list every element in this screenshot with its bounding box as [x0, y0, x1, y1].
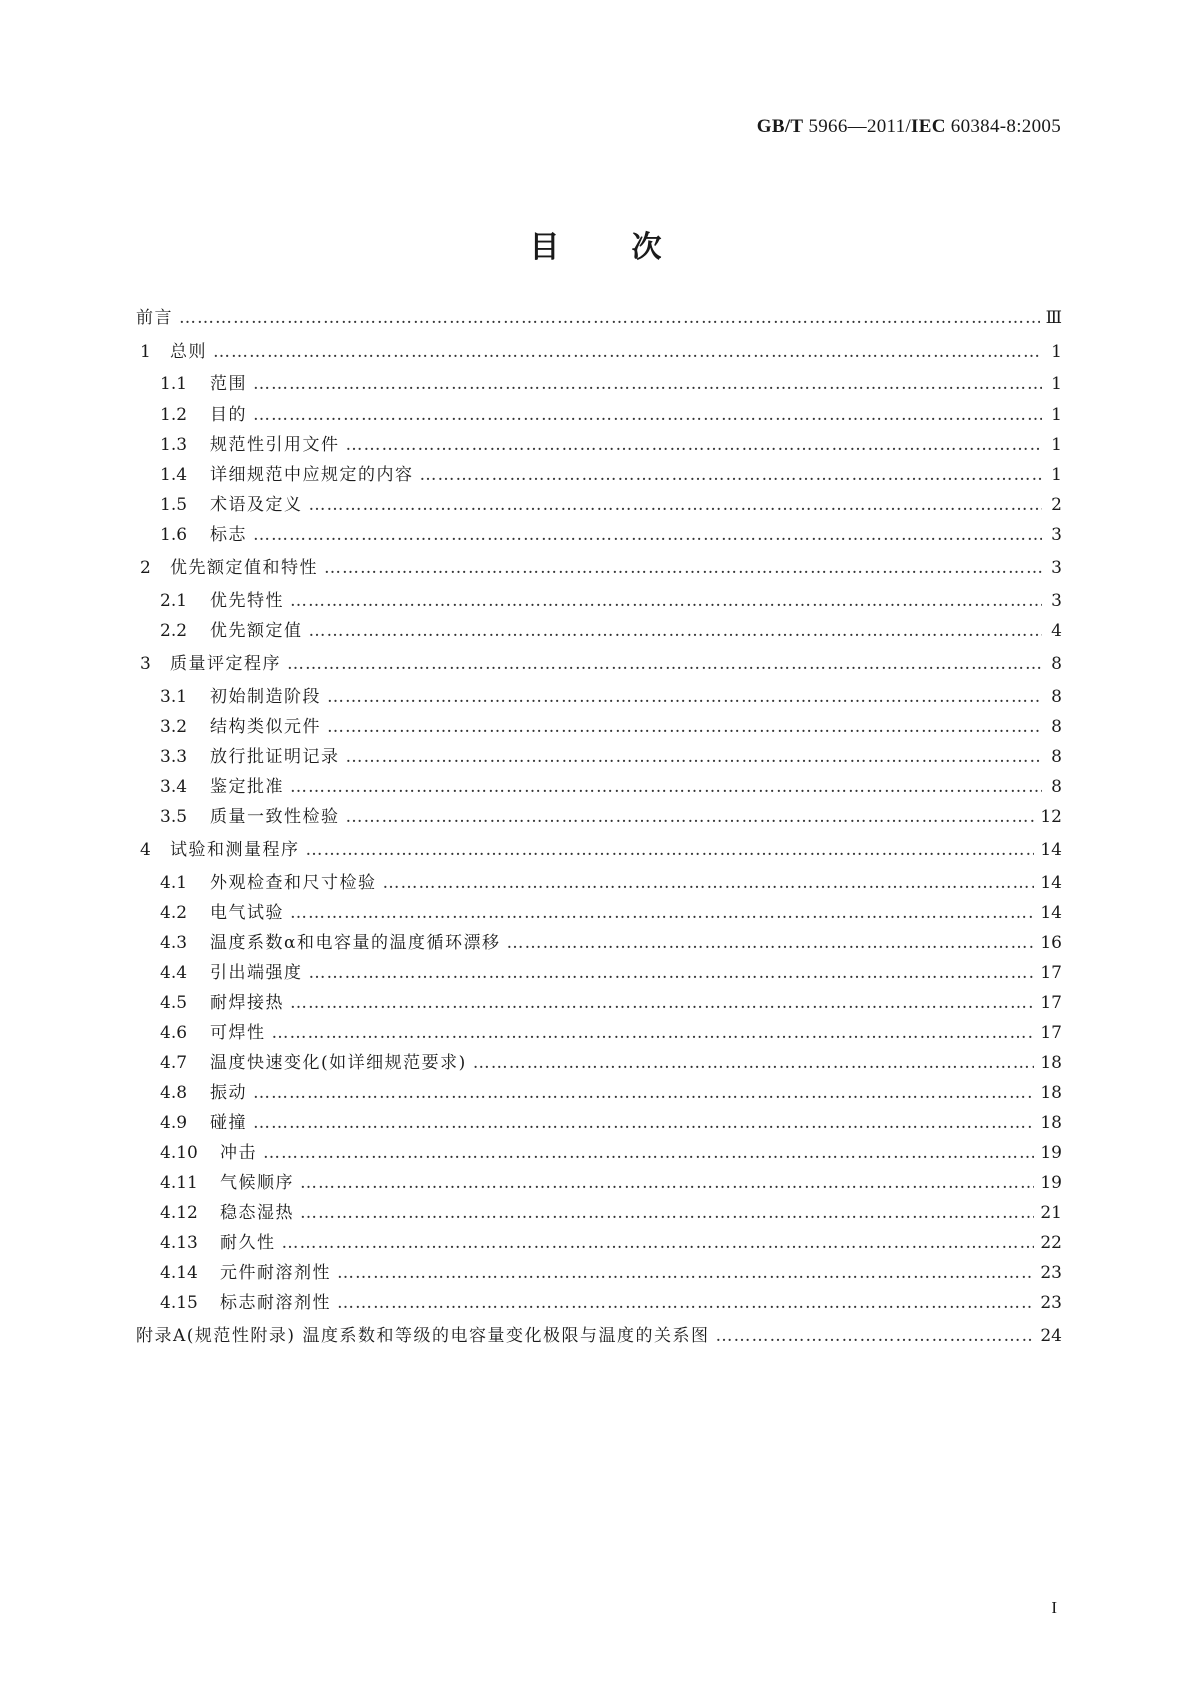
toc-entry[interactable]	[0, 588, 1191, 614]
toc-entry[interactable]	[0, 1290, 1191, 1316]
toc-leader-dots	[337, 1260, 1034, 1286]
toc-entry-number: 3.2	[160, 717, 188, 737]
toc-entry-page: 1	[1051, 405, 1062, 425]
toc-leader-dots	[290, 588, 1042, 614]
toc-entry-page: 8	[1051, 687, 1062, 707]
toc-entry-title: 电气试验	[210, 903, 284, 923]
toc-entry-title: 附录A(规范性附录) 温度系数和等级的电容量变化极限与温度的关系图	[136, 1326, 710, 1346]
toc-entry-number: 4.1	[160, 873, 188, 893]
toc-entry-number: 3.1	[160, 687, 188, 707]
toc-leader-dots	[420, 462, 1043, 488]
toc-leader-dots	[383, 870, 1035, 896]
toc-entry-number: 4.14	[160, 1263, 198, 1283]
standard-iec-code: 60384-8:2005	[945, 116, 1061, 137]
toc-entry-title: 优先额定值和特性	[170, 558, 318, 578]
toc-leader-dots	[473, 1050, 1035, 1076]
toc-entry-number: 4.5	[160, 993, 188, 1013]
toc-leader-dots	[715, 1323, 1034, 1349]
toc-entry-page: 1	[1051, 342, 1062, 362]
toc-leader-dots	[300, 1170, 1034, 1196]
toc-leader-dots	[337, 1290, 1034, 1316]
toc-entry-page: 3	[1051, 558, 1062, 578]
toc-entry-page: 24	[1040, 1326, 1062, 1346]
toc-entry-number: 1.4	[160, 465, 188, 485]
toc-leader-dots	[324, 555, 1042, 581]
toc-entry-title: 气候顺序	[220, 1173, 294, 1193]
toc-entry[interactable]	[0, 1170, 1191, 1196]
toc-leader-dots	[253, 522, 1042, 548]
toc-entry-number: 4.12	[160, 1203, 198, 1223]
toc-entry[interactable]	[0, 339, 1191, 365]
toc-entry[interactable]	[0, 1110, 1191, 1136]
toc-leader-dots	[506, 930, 1034, 956]
toc-entry-title: 术语及定义	[210, 495, 303, 515]
toc-entry-number: 4.7	[160, 1053, 188, 1073]
toc-entry[interactable]	[0, 774, 1191, 800]
toc-entry-number: 4.3	[160, 933, 188, 953]
toc-entry-page: 4	[1051, 621, 1062, 641]
toc-leader-dots	[290, 900, 1034, 926]
toc-leader-dots	[327, 684, 1042, 710]
toc-leader-dots	[309, 618, 1043, 644]
toc-entry-title: 标志耐溶剂性	[220, 1293, 331, 1313]
toc-entry[interactable]	[0, 960, 1191, 986]
toc-entry-number: 2.2	[160, 621, 188, 641]
toc-entry-title: 振动	[210, 1083, 247, 1103]
toc-entry[interactable]	[0, 371, 1191, 397]
toc-entry-page: 17	[1040, 963, 1062, 983]
toc-entry-title: 温度快速变化(如详细规范要求)	[210, 1053, 467, 1073]
toc-entry-title: 碰撞	[210, 1113, 247, 1133]
toc-entry-title: 放行批证明记录	[210, 747, 340, 767]
toc-entry-title: 稳态湿热	[220, 1203, 294, 1223]
toc-leader-dots	[253, 402, 1042, 428]
toc-entry-number: 2.1	[160, 591, 188, 611]
toc-entry-number: 4.6	[160, 1023, 188, 1043]
toc-entry-number: 3.3	[160, 747, 188, 767]
toc-entry-page: 12	[1040, 807, 1062, 827]
toc-entry-number: 3.5	[160, 807, 188, 827]
toc-leader-dots	[263, 1140, 1034, 1166]
toc-entry-title: 前言	[136, 308, 173, 328]
toc-entry-title: 元件耐溶剂性	[220, 1263, 331, 1283]
toc-entry[interactable]	[0, 930, 1191, 956]
toc-entry-page: 17	[1040, 993, 1062, 1013]
toc-entry-title: 质量一致性检验	[210, 807, 340, 827]
toc-entry-page: 3	[1051, 525, 1062, 545]
toc-entry-number: 4.10	[160, 1143, 198, 1163]
toc-leader-dots	[290, 774, 1042, 800]
page-number: I	[1051, 1598, 1057, 1617]
toc-entry-title: 温度系数α和电容量的温度循环漂移	[210, 933, 501, 953]
toc-entry[interactable]	[0, 744, 1191, 770]
toc-entry-page: 14	[1040, 873, 1062, 893]
toc-entry-title: 目的	[210, 405, 247, 425]
toc-leader-dots	[346, 804, 1035, 830]
toc-entry-number: 4.15	[160, 1293, 198, 1313]
toc-entry-number: 4	[140, 840, 151, 860]
toc-entry-title: 可焊性	[210, 1023, 266, 1043]
toc-entry-title: 冲击	[220, 1143, 257, 1163]
toc-entry-title: 优先额定值	[210, 621, 303, 641]
toc-entry-title: 耐焊接热	[210, 993, 284, 1013]
toc-entry-title: 规范性引用文件	[210, 435, 340, 455]
toc-entry-title: 引出端强度	[210, 963, 303, 983]
toc-entry-page: 18	[1040, 1113, 1062, 1133]
toc-leader-dots	[346, 432, 1043, 458]
toc-entry[interactable]	[0, 684, 1191, 710]
toc-leader-dots	[346, 744, 1043, 770]
toc-leader-dots	[300, 1200, 1034, 1226]
toc-entry-title: 详细规范中应规定的内容	[210, 465, 414, 485]
toc-entry[interactable]	[0, 990, 1191, 1016]
toc-entry-page: 21	[1040, 1203, 1062, 1223]
toc-entry-page: 22	[1040, 1233, 1062, 1253]
toc-entry-page: 8	[1051, 654, 1062, 674]
toc-entry-title: 质量评定程序	[170, 654, 281, 674]
toc-entry-number: 4.13	[160, 1233, 198, 1253]
toc-entry[interactable]	[0, 522, 1191, 548]
toc-entry[interactable]	[0, 618, 1191, 644]
toc-entry[interactable]	[0, 402, 1191, 428]
toc-entry-page: 18	[1040, 1083, 1062, 1103]
toc-leader-dots	[253, 1110, 1034, 1136]
toc-entry-page: 16	[1040, 933, 1062, 953]
toc-entry-number: 2	[140, 558, 151, 578]
toc-entry-title: 范围	[210, 374, 247, 394]
toc-entry[interactable]	[0, 1050, 1191, 1076]
toc-entry-page: 23	[1040, 1293, 1062, 1313]
toc-entry-page: 2	[1051, 495, 1062, 515]
toc-entry-page: 17	[1040, 1023, 1062, 1043]
toc-entry[interactable]	[0, 462, 1191, 488]
standard-prefix: GB/T	[756, 116, 804, 137]
standard-code: 5966—2011/	[803, 116, 912, 137]
toc-leader-dots	[290, 990, 1034, 1016]
toc-entry[interactable]	[0, 1260, 1191, 1286]
toc-entry[interactable]	[0, 714, 1191, 740]
toc-entry-page: 3	[1051, 591, 1062, 611]
toc-entry-number: 3	[140, 654, 151, 674]
toc-entry-number: 1.6	[160, 525, 188, 545]
toc-entry-page: 14	[1040, 840, 1062, 860]
toc-entry[interactable]	[0, 900, 1191, 926]
toc-entry[interactable]	[0, 837, 1191, 863]
toc-entry-page: 19	[1040, 1143, 1062, 1163]
toc-entry[interactable]	[0, 1140, 1191, 1166]
toc-entry-page: 1	[1051, 465, 1062, 485]
toc-entry-number: 4.9	[160, 1113, 188, 1133]
toc-leader-dots	[179, 305, 1040, 331]
toc-entry-number: 4.4	[160, 963, 188, 983]
toc-leader-dots	[287, 651, 1042, 677]
standard-iec-prefix: IEC	[911, 116, 946, 137]
toc-entry[interactable]	[0, 1080, 1191, 1106]
toc-entry[interactable]	[0, 1200, 1191, 1226]
toc-entry-title: 鉴定批准	[210, 777, 284, 797]
toc-entry-title: 外观检查和尺寸检验	[210, 873, 377, 893]
toc-leader-dots	[253, 1080, 1034, 1106]
toc-entry-number: 1.1	[160, 374, 188, 394]
toc-entry[interactable]	[0, 870, 1191, 896]
toc-entry-title: 初始制造阶段	[210, 687, 321, 707]
page-title: 目次	[529, 230, 734, 265]
toc-leader-dots	[309, 960, 1035, 986]
toc-entry-page: 19	[1040, 1173, 1062, 1193]
toc-entry-title: 耐久性	[220, 1233, 276, 1253]
toc-entry-number: 4.8	[160, 1083, 188, 1103]
toc-entry[interactable]	[0, 492, 1191, 518]
toc-leader-dots	[309, 492, 1043, 518]
toc-entry-title: 试验和测量程序	[170, 840, 300, 860]
toc-entry-page: 8	[1051, 747, 1062, 767]
toc-entry[interactable]	[0, 804, 1191, 830]
toc-entry-page: 1	[1051, 435, 1062, 455]
toc-entry-number: 3.4	[160, 777, 188, 797]
toc-leader-dots	[213, 339, 1042, 365]
toc-entry-page: 8	[1051, 717, 1062, 737]
toc-entry-page: 18	[1040, 1053, 1062, 1073]
toc-entry[interactable]	[0, 1020, 1191, 1046]
toc-leader-dots	[253, 371, 1042, 397]
toc-leader-dots	[327, 714, 1042, 740]
toc-entry-number: 1.5	[160, 495, 188, 515]
toc-entry[interactable]	[0, 555, 1191, 581]
toc-entry-number: 1	[140, 342, 151, 362]
toc-entry[interactable]	[0, 1323, 1191, 1349]
toc-entry-title: 结构类似元件	[210, 717, 321, 737]
toc-entry-number: 4.2	[160, 903, 188, 923]
toc-entry[interactable]	[0, 651, 1191, 677]
toc-entry-number: 1.3	[160, 435, 188, 455]
toc-entry-title: 总则	[170, 342, 207, 362]
toc-entry[interactable]	[0, 1230, 1191, 1256]
toc-entry-number: 4.11	[160, 1173, 198, 1193]
toc-leader-dots	[282, 1230, 1035, 1256]
toc-entry-page: 23	[1040, 1263, 1062, 1283]
toc-entry-page: 1	[1051, 374, 1062, 394]
toc-entry[interactable]	[0, 305, 1191, 331]
toc-entry-title: 优先特性	[210, 591, 284, 611]
toc-leader-dots	[272, 1020, 1035, 1046]
toc-entry[interactable]	[0, 432, 1191, 458]
toc-leader-dots	[306, 837, 1035, 863]
toc-entry-page: Ⅲ	[1045, 308, 1062, 328]
toc-entry-number: 1.2	[160, 405, 188, 425]
toc-entry-page: 8	[1051, 777, 1062, 797]
toc-entry-title: 标志	[210, 525, 247, 545]
toc-entry-page: 14	[1040, 903, 1062, 923]
